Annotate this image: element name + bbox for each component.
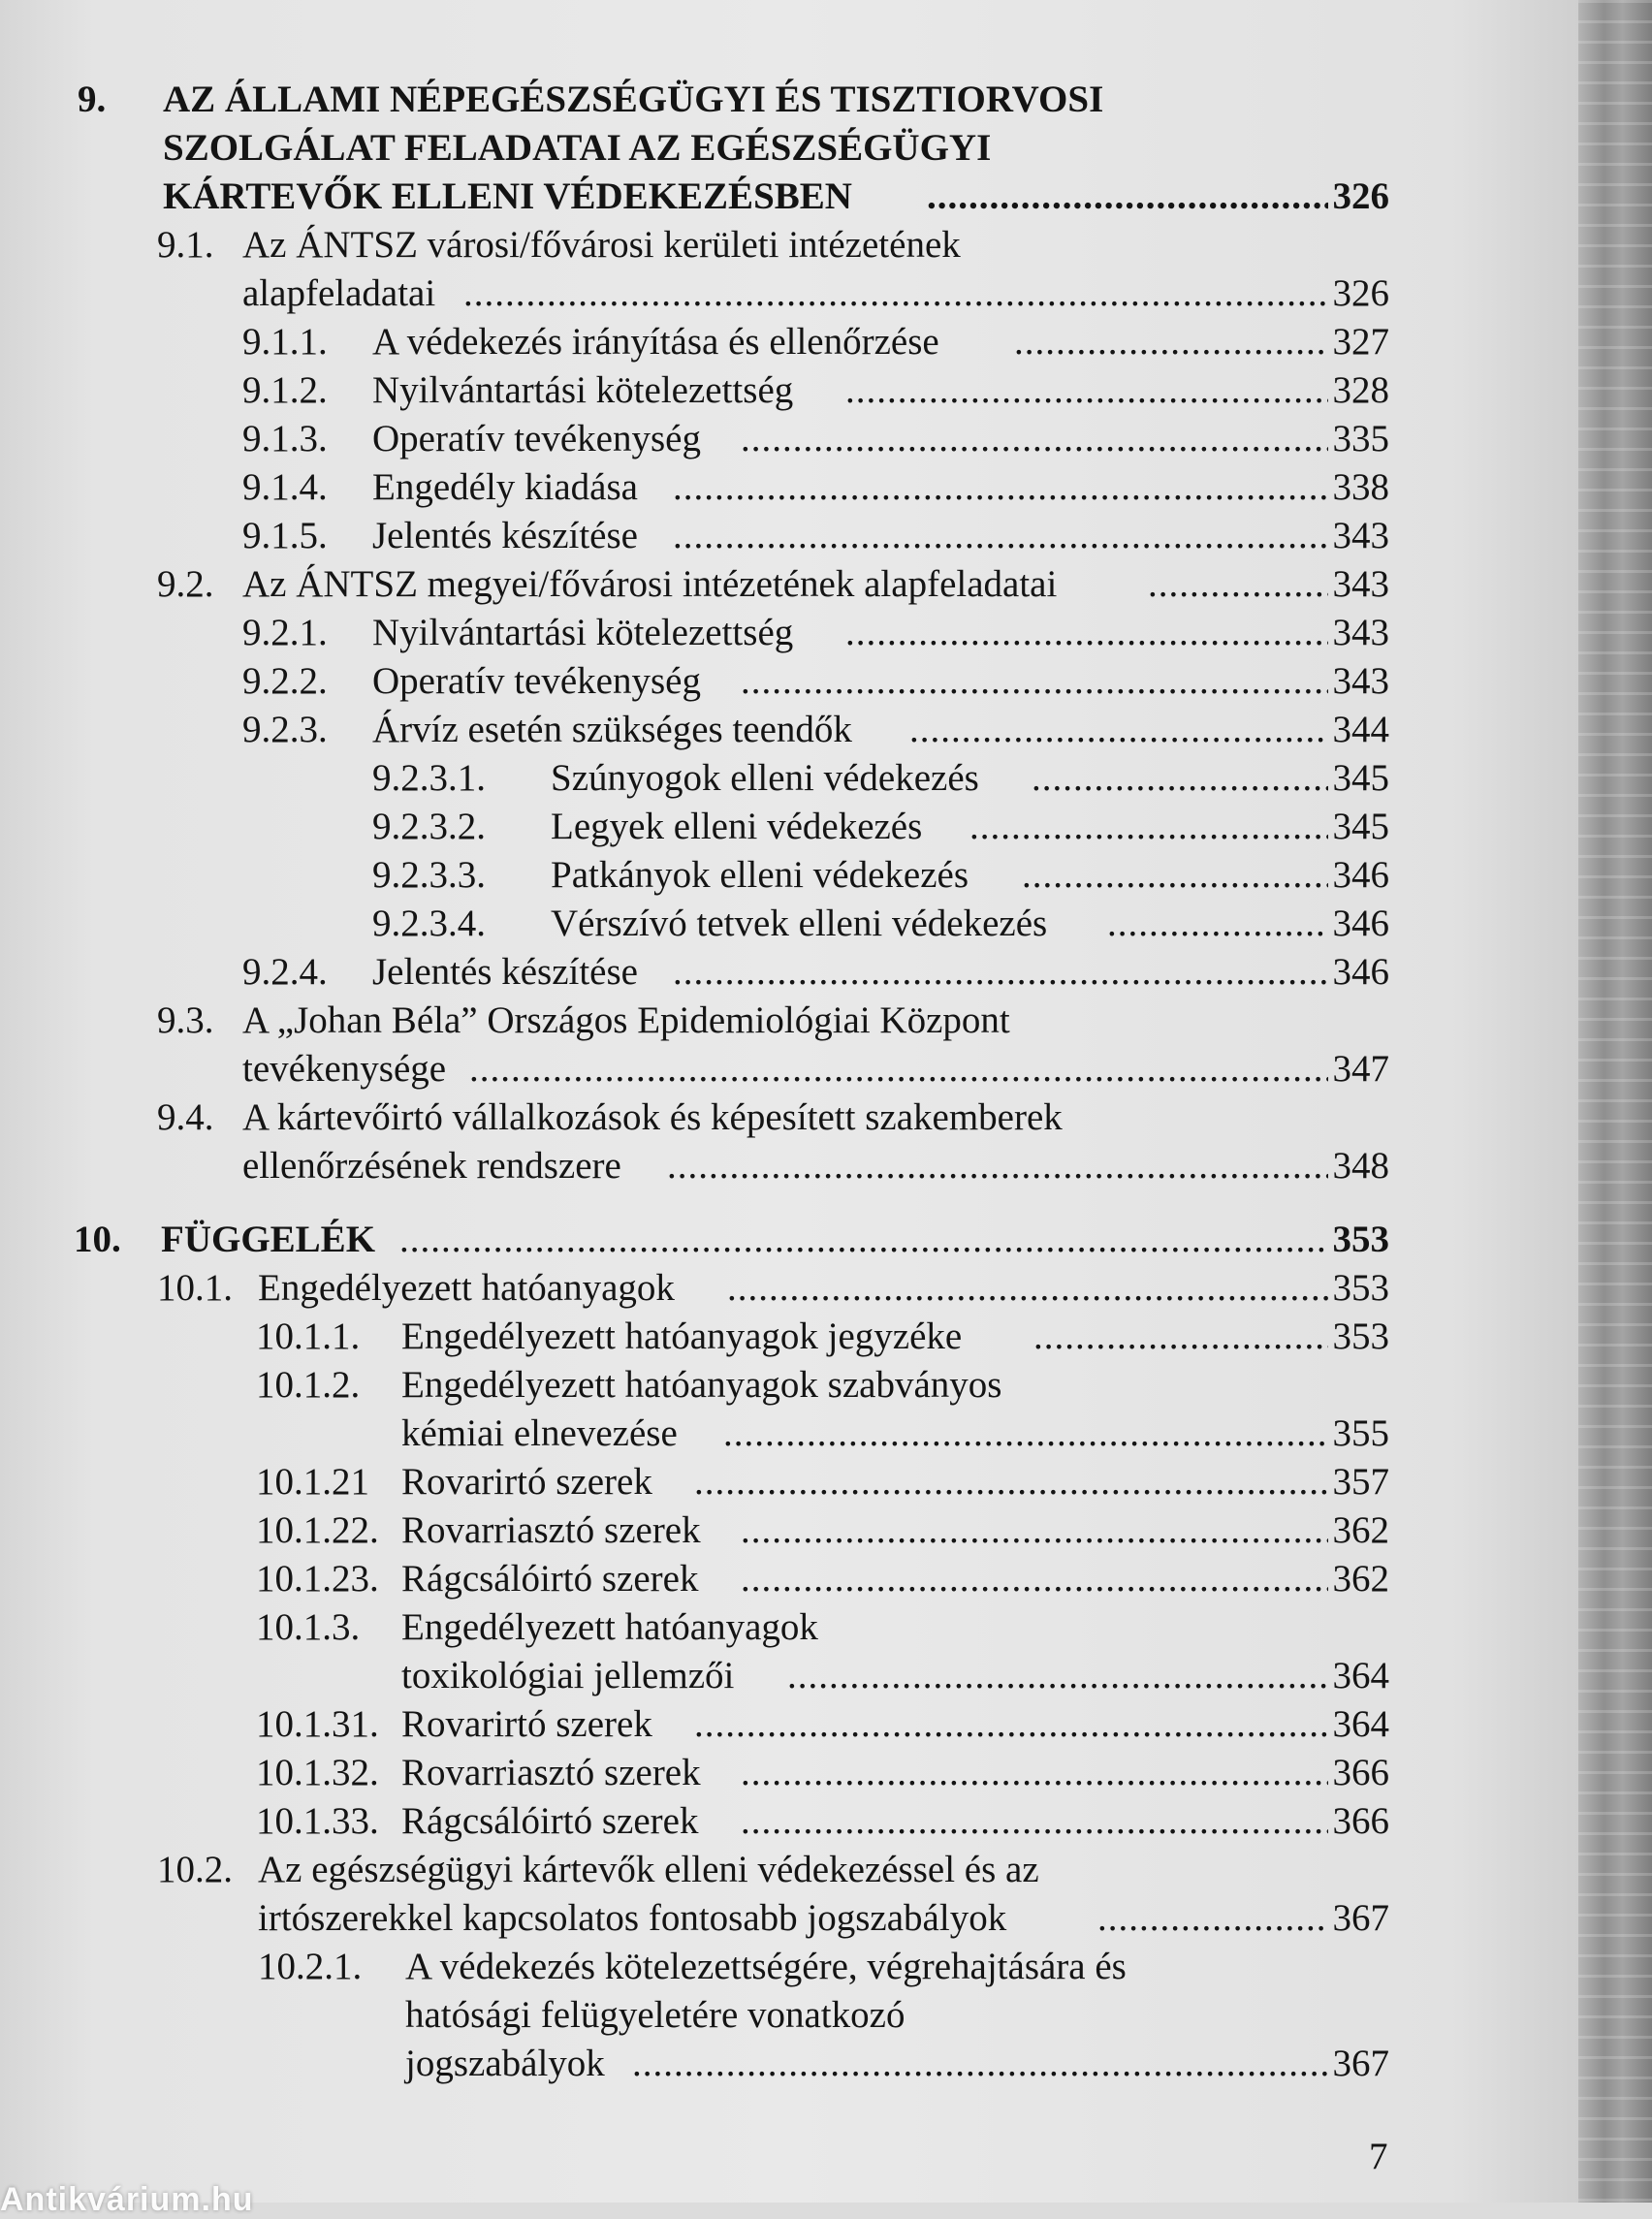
toc-title: alapfeladatai — [242, 272, 436, 314]
toc-section-9-2-2 — [0, 657, 1578, 706]
toc-title: A „Johan Béla” Országos Epidemiológiai Központ — [242, 999, 1010, 1041]
toc-section-10-2-line1 — [0, 1846, 1578, 1894]
toc-section-9-2-4 — [0, 948, 1578, 997]
toc-leader — [1022, 851, 1328, 900]
toc-number: 10.1.1. — [256, 1316, 361, 1357]
toc-leader — [1148, 560, 1328, 609]
toc-title: jogszabályok — [405, 2043, 605, 2084]
toc-title: Rovarriasztó szerek — [401, 1509, 701, 1551]
toc-title: Az egészségügyi kártevők elleni védekezéssel és az — [258, 1849, 1039, 1890]
toc-leader — [741, 1797, 1328, 1846]
toc-number: 9.1.5. — [242, 515, 328, 556]
toc-section-9-3-line1 — [0, 997, 1578, 1045]
toc-leader — [845, 609, 1328, 657]
toc-section-10-1-1 — [0, 1313, 1578, 1361]
toc-number: 9.4. — [157, 1096, 214, 1138]
toc-section-9-4-line1 — [0, 1094, 1578, 1142]
toc-page: 335 — [1332, 418, 1389, 460]
toc-leader — [673, 463, 1328, 512]
toc-title: Engedélyezett hatóanyagok — [258, 1267, 675, 1309]
toc-page: 347 — [1332, 1048, 1389, 1090]
toc-number: 9.2.4. — [242, 951, 328, 993]
toc-page: 348 — [1332, 1145, 1389, 1187]
toc-number: 9.3. — [157, 999, 214, 1041]
toc-page: 343 — [1332, 563, 1389, 605]
toc-title: Operatív tevékenység — [372, 418, 701, 460]
toc-title: Jelentés készítése — [372, 515, 638, 556]
toc-section-10-1-22 — [0, 1506, 1578, 1555]
toc-leader — [673, 512, 1328, 560]
toc-leader — [632, 2040, 1328, 2088]
toc-number: 10.1.2. — [256, 1364, 361, 1406]
toc-leader — [667, 1142, 1328, 1190]
toc-section-9-2-3-1 — [0, 754, 1578, 803]
toc-page: 328 — [1332, 369, 1389, 411]
toc-title: A védekezés kötelezettségére, végrehajtására és — [405, 1946, 1127, 1987]
toc-title: Rovarirtó szerek — [401, 1703, 652, 1745]
toc-page: 346 — [1332, 854, 1389, 896]
toc-page: 364 — [1332, 1655, 1389, 1696]
toc-page: 344 — [1332, 709, 1389, 750]
toc-number: 9.2. — [157, 563, 214, 605]
toc-number: 10.1. — [157, 1267, 233, 1309]
toc-title: hatósági felügyeletére vonatkozó — [405, 1994, 905, 2036]
toc-title: Rovarriasztó szerek — [401, 1752, 701, 1793]
watermark: Antikvárium.hu — [0, 2181, 254, 2218]
toc-number: 9.1.4. — [242, 466, 328, 508]
toc-number: 9.2.2. — [242, 660, 328, 702]
toc-title: Engedélyezett hatóanyagok szabványos — [401, 1364, 1002, 1406]
toc-leader — [694, 1458, 1328, 1506]
toc-leader — [673, 948, 1328, 997]
toc-section-9-3-line2 — [0, 1045, 1578, 1094]
toc-section-9-2-3-4 — [0, 900, 1578, 948]
toc-title: KÁRTEVŐK ELLENI VÉDEKEZÉSBEN — [163, 175, 852, 217]
toc-section-10-1-33 — [0, 1797, 1578, 1846]
toc-chapter-9-line3 — [0, 173, 1578, 221]
toc-leader — [969, 803, 1328, 851]
toc-title: Engedélyezett hatóanyagok jegyzéke — [401, 1316, 963, 1357]
toc-leader — [727, 1264, 1328, 1313]
toc-section-10-1-31 — [0, 1700, 1578, 1749]
toc-title: Engedély kiadása — [372, 466, 638, 508]
toc-number: 10.1.21 — [256, 1461, 369, 1503]
toc-title: toxikológiai jellemzői — [401, 1655, 735, 1696]
toc-section-9-1-5 — [0, 512, 1578, 560]
toc-page: 353 — [1332, 1316, 1389, 1357]
toc-page: 343 — [1332, 612, 1389, 653]
toc-page: 338 — [1332, 466, 1389, 508]
toc-title: Szúnyogok elleni védekezés — [551, 757, 979, 799]
toc-leader — [1032, 754, 1328, 803]
toc-leader — [1097, 1894, 1328, 1943]
toc-section-10-1-32 — [0, 1749, 1578, 1797]
toc-leader — [741, 415, 1328, 463]
toc-number: 10.1.31. — [256, 1703, 379, 1745]
toc-section-9-1-2 — [0, 366, 1578, 415]
toc-chapter-9-line1 — [0, 76, 1578, 124]
toc-title: ellenőrzésének rendszere — [242, 1145, 621, 1187]
toc-section-10-1-2-line2 — [0, 1410, 1578, 1458]
toc-section-9-2-3 — [0, 706, 1578, 754]
toc-title: Nyilvántartási kötelezettség — [372, 612, 794, 653]
toc-page: 327 — [1332, 321, 1389, 363]
toc-number: 10.1.3. — [256, 1606, 361, 1648]
toc-page: 326 — [1332, 175, 1389, 217]
toc-section-9-1-line2 — [0, 269, 1578, 318]
toc-number: 9.2.1. — [242, 612, 328, 653]
toc-section-10-2-1-line1 — [0, 1943, 1578, 1991]
toc-number: 9.2.3. — [242, 709, 328, 750]
toc-section-9-4-line2 — [0, 1142, 1578, 1190]
toc-title: Rágcsálóirtó szerek — [401, 1558, 699, 1600]
toc-title: Legyek elleni védekezés — [551, 806, 923, 847]
toc-page: 343 — [1332, 515, 1389, 556]
toc-leader — [1014, 318, 1328, 366]
toc-number: 10.1.23. — [256, 1558, 379, 1600]
toc-leader — [787, 1652, 1328, 1700]
page-number: 7 — [1369, 2136, 1388, 2177]
toc-leader — [723, 1410, 1328, 1458]
toc-title: AZ ÁLLAMI NÉPEGÉSZSÉGÜGYI ÉS TISZTIORVOSI — [163, 79, 1104, 120]
toc-title: Engedélyezett hatóanyagok — [401, 1606, 818, 1648]
toc-leader — [1033, 1313, 1328, 1361]
toc-section-10-2-line2 — [0, 1894, 1578, 1943]
toc-title: tevékenysége — [242, 1048, 447, 1090]
toc-section-9-1-line1 — [0, 221, 1578, 269]
toc-title: Patkányok elleni védekezés — [551, 854, 969, 896]
toc-title: SZOLGÁLAT FELADATAI AZ EGÉSZSÉGÜGYI — [163, 127, 992, 169]
toc-leader — [741, 1749, 1328, 1797]
toc-section-10-1 — [0, 1264, 1578, 1313]
toc-title: Nyilvántartási kötelezettség — [372, 369, 794, 411]
toc-number: 9.1.3. — [242, 418, 328, 460]
toc-section-9-1-3 — [0, 415, 1578, 463]
toc-title: Árvíz esetén szükséges teendők — [372, 709, 852, 750]
toc-title: A védekezés irányítása és ellenőrzése — [372, 321, 939, 363]
toc-leader — [741, 1555, 1328, 1603]
toc-number: 9.2.3.4. — [372, 903, 486, 944]
toc-section-9-2-3-2 — [0, 803, 1578, 851]
toc-number: 9.2.3.2. — [372, 806, 486, 847]
toc-page: 357 — [1332, 1461, 1389, 1503]
toc-leader — [845, 366, 1328, 415]
toc-page: 366 — [1332, 1752, 1389, 1793]
toc-page: 345 — [1332, 757, 1389, 799]
toc-section-9-2-3-3 — [0, 851, 1578, 900]
toc-page: 367 — [1332, 1897, 1389, 1939]
toc-page: 362 — [1332, 1558, 1389, 1600]
toc-section-9-1-4 — [0, 463, 1578, 512]
toc-section-10-1-2-line1 — [0, 1361, 1578, 1410]
toc-leader — [463, 269, 1328, 318]
toc-page: 367 — [1332, 2043, 1389, 2084]
toc-leader — [927, 173, 1328, 221]
toc-chapter-9-line2 — [0, 124, 1578, 173]
toc-title: Operatív tevékenység — [372, 660, 701, 702]
toc-number: 10.2.1. — [258, 1946, 363, 1987]
toc-number: 10.1.32. — [256, 1752, 379, 1793]
toc-title: Rovarirtó szerek — [401, 1461, 652, 1503]
toc-title: Az ÁNTSZ városi/fővárosi kerületi intézetének — [242, 224, 961, 266]
toc-page: 345 — [1332, 806, 1389, 847]
toc-page: 362 — [1332, 1509, 1389, 1551]
toc-page: 343 — [1332, 660, 1389, 702]
toc-number: 9.1. — [157, 224, 214, 266]
toc-page: 355 — [1332, 1412, 1389, 1454]
toc-section-9-1-1 — [0, 318, 1578, 366]
toc-number: 10.2. — [157, 1849, 233, 1890]
toc-leader — [469, 1045, 1328, 1094]
toc-number: 10. — [74, 1219, 121, 1260]
book-spine-edge — [1578, 0, 1652, 2203]
toc-leader — [694, 1700, 1328, 1749]
toc-leader — [741, 1506, 1328, 1555]
toc-page: 353 — [1332, 1267, 1389, 1309]
toc-section-9-2 — [0, 560, 1578, 609]
toc-number: 9.1.2. — [242, 369, 328, 411]
toc-leader — [399, 1216, 1328, 1264]
toc-title: irtószerekkel kapcsolatos fontosabb jogszabályok — [258, 1897, 1007, 1939]
toc-title: Jelentés készítése — [372, 951, 638, 993]
toc-section-10-1-3-line2 — [0, 1652, 1578, 1700]
toc-title: Vérszívó tetvek elleni védekezés — [551, 903, 1048, 944]
toc-section-10-2-1-line3 — [0, 2040, 1578, 2088]
toc-page: 366 — [1332, 1800, 1389, 1842]
toc-leader — [1107, 900, 1328, 948]
toc-title: Rágcsálóirtó szerek — [401, 1800, 699, 1842]
toc-number: 10.1.33. — [256, 1800, 379, 1842]
toc-page: 326 — [1332, 272, 1389, 314]
toc-title: A kártevőirtó vállalkozások és képesített szakemberek — [242, 1096, 1063, 1138]
toc-title: FÜGGELÉK — [161, 1219, 376, 1260]
toc-page: 346 — [1332, 903, 1389, 944]
toc-number: 9.1.1. — [242, 321, 328, 363]
toc-title: kémiai elnevezése — [401, 1412, 678, 1454]
toc-page: 353 — [1332, 1219, 1389, 1260]
toc-section-10-1-21 — [0, 1458, 1578, 1506]
toc-title: Az ÁNTSZ megyei/fővárosi intézetének alapfeladatai — [242, 563, 1058, 605]
toc-section-10-1-3-line1 — [0, 1603, 1578, 1652]
toc-leader — [741, 657, 1328, 706]
toc-number: 9. — [78, 79, 107, 120]
toc-number: 9.2.3.3. — [372, 854, 486, 896]
toc-number: 10.1.22. — [256, 1509, 379, 1551]
toc-number: 9.2.3.1. — [372, 757, 486, 799]
toc-page: 364 — [1332, 1703, 1389, 1745]
toc-section-10-1-23 — [0, 1555, 1578, 1603]
toc-chapter-10 — [0, 1216, 1578, 1264]
toc-section-9-2-1 — [0, 609, 1578, 657]
toc-section-10-2-1-line2 — [0, 1991, 1578, 2040]
toc-page: 346 — [1332, 951, 1389, 993]
toc-leader — [909, 706, 1328, 754]
